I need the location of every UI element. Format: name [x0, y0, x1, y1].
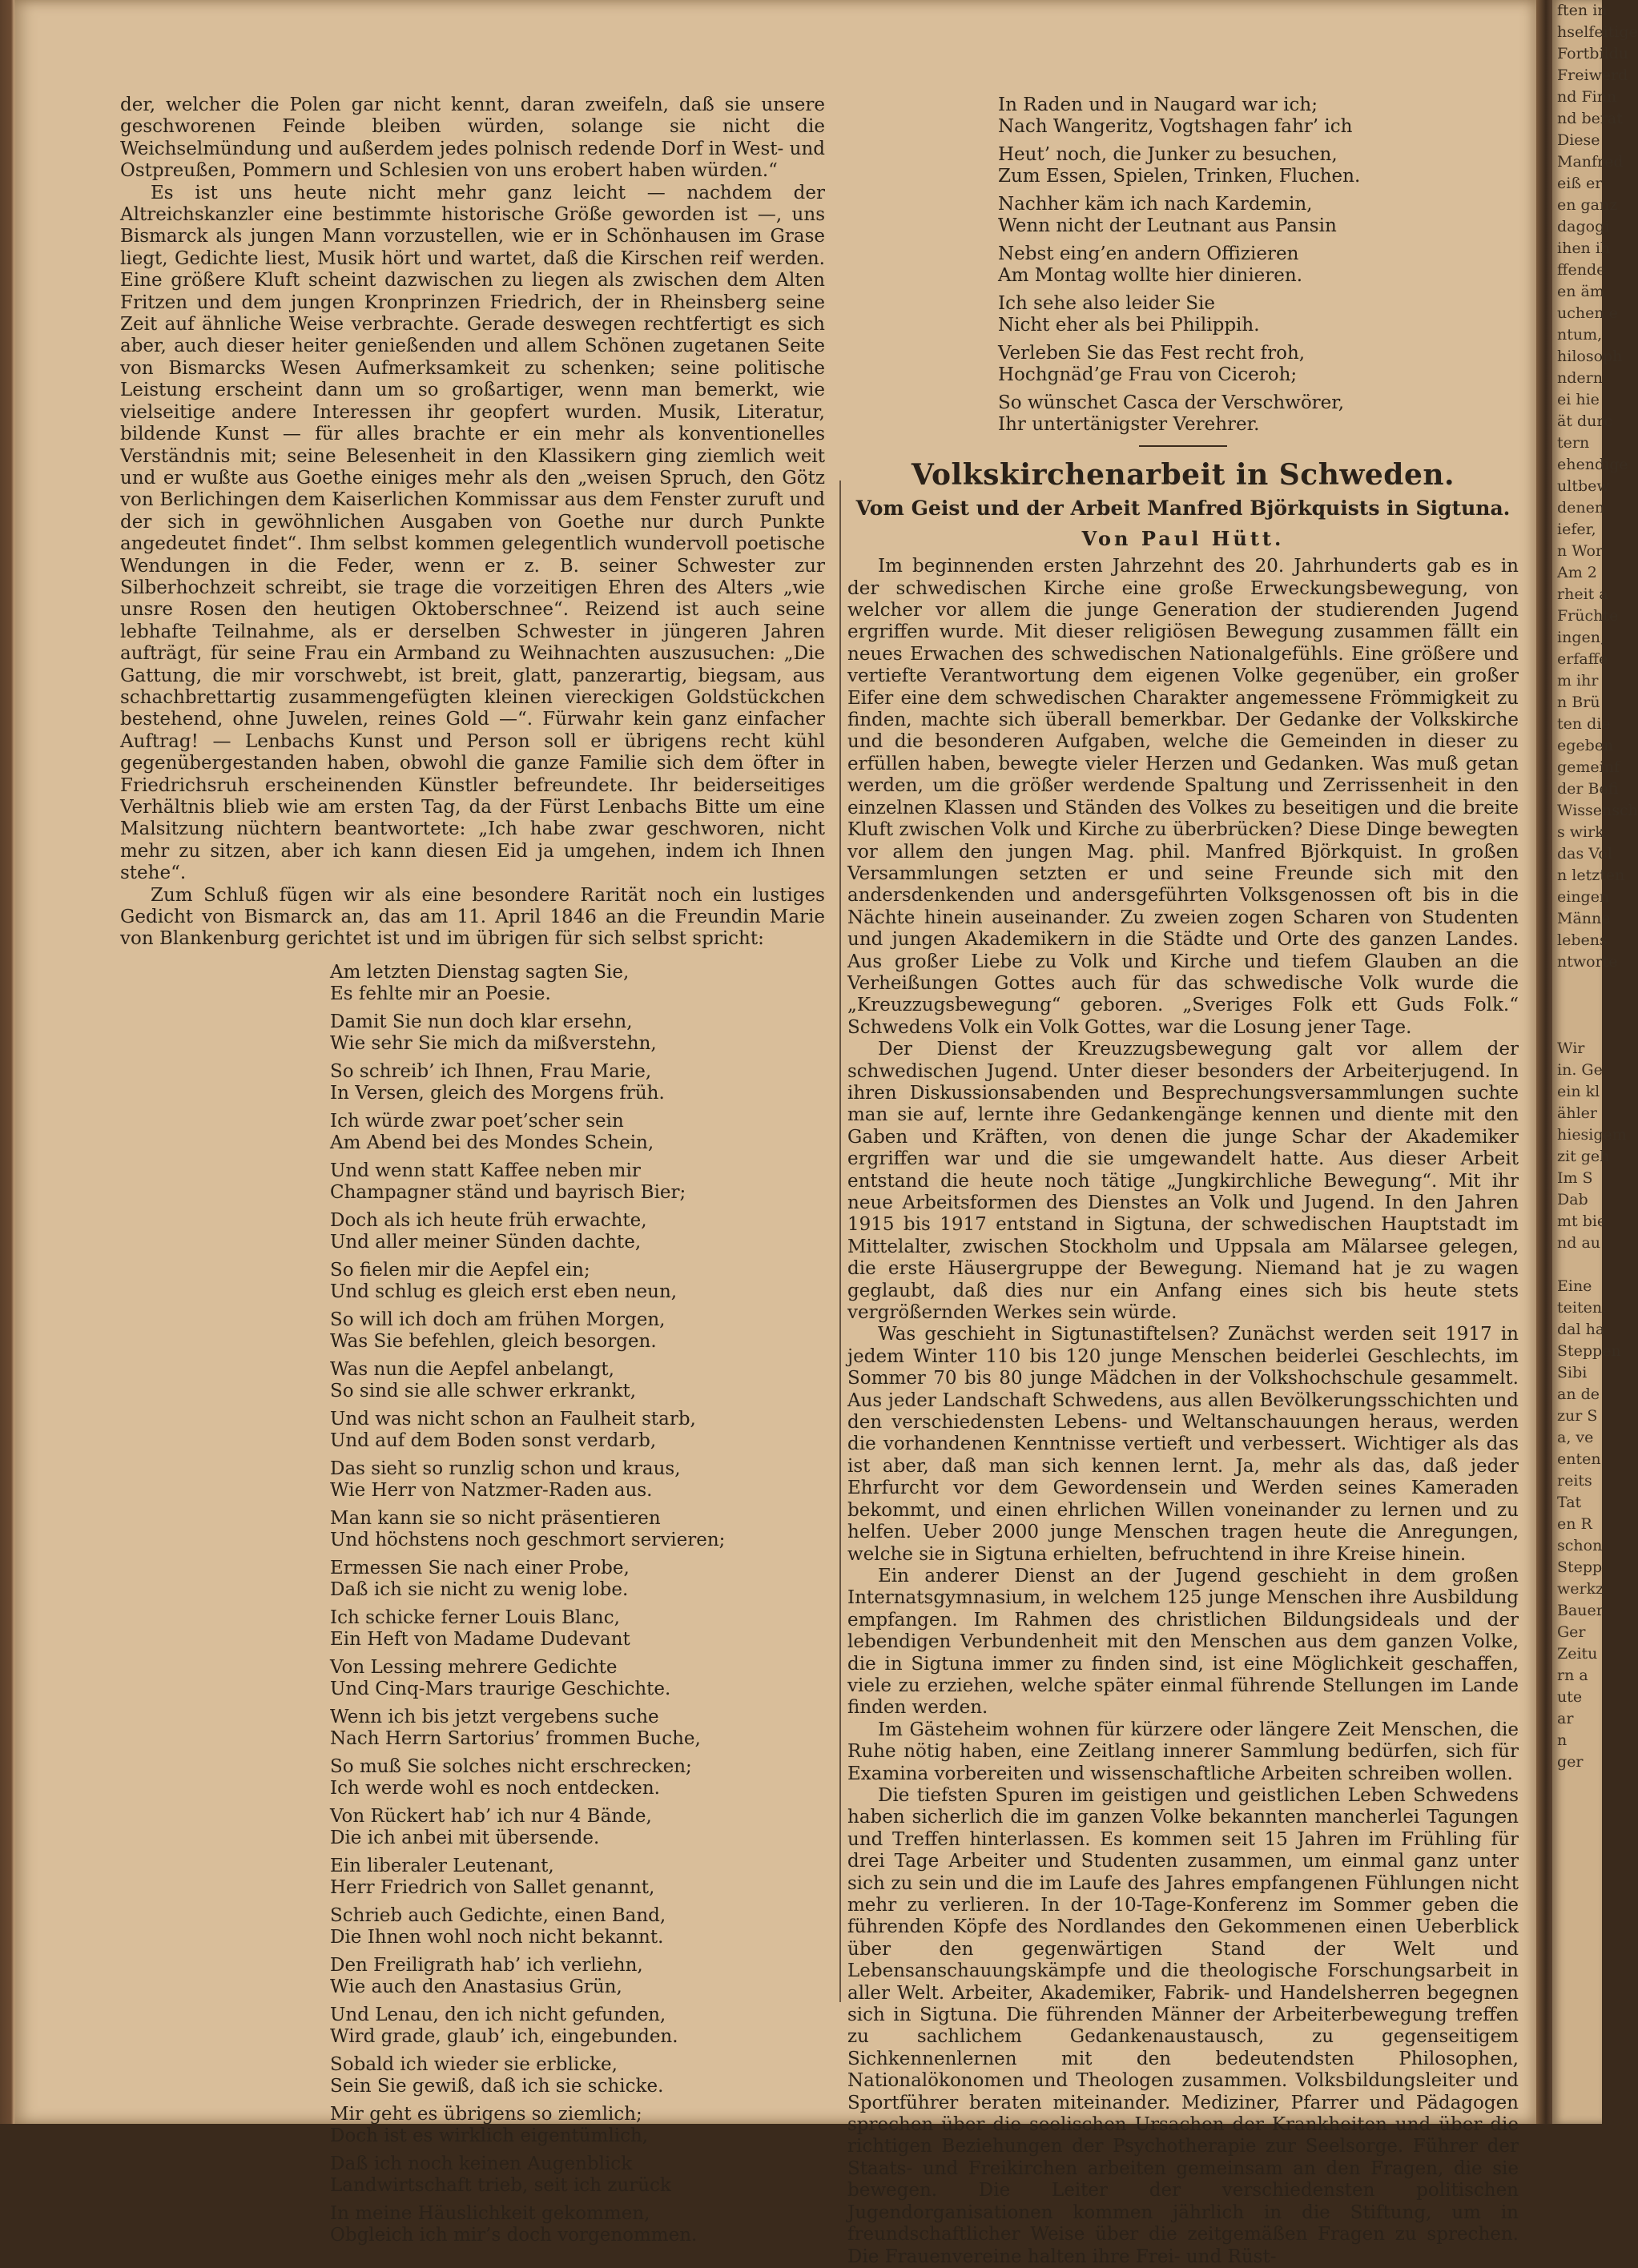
- poem-line: Sein Sie gewiß, daß ich sie schicke.: [330, 2075, 664, 2097]
- poem-stanza: [330, 1359, 825, 1402]
- bismarck-poem: [330, 962, 825, 2246]
- adjacent-page-fragment: egeben: [1557, 737, 1614, 754]
- adjacent-page-fragment: rn a: [1557, 1667, 1588, 1684]
- adjacent-page-fragment: erfaffe: [1557, 650, 1608, 668]
- adjacent-page-fragment: Wir: [1557, 1040, 1585, 1057]
- section-rule: [1139, 445, 1227, 447]
- adjacent-page-fragment: ntum,: [1557, 326, 1603, 344]
- adjacent-page-fragment: gemeinf: [1557, 758, 1620, 776]
- adjacent-page-fragment: ät durc: [1557, 412, 1613, 430]
- adjacent-page-fragment: nd berat: [1557, 110, 1623, 127]
- poem-stanza: [998, 94, 1519, 138]
- poem-line: Nebst eing’en andern Offizieren: [998, 243, 1299, 264]
- adjacent-page-fragment: Im S: [1557, 1169, 1593, 1187]
- paragraph: Es ist uns heute nicht mehr ganz leicht — nachdem der Altreichskanzler eine bestimmte historische Größe geworden ist —, uns Bismarck als jungen Mann vorzustellen, wie er in Schönhausen im Grase liegt, Gedichte liest, Musik hört und wartet, daß die Kirschen reif werden. Eine größere Kluft scheint dazwischen zu liegen als zwischen dem Alten Fritzen und dem jungen Kronprinzen Friedrich, der in Rheinsberg seine Zeit auf ähnliche Weise verbrachte. Gerade deswegen rechtfertigt es sich aber, auch dieser heiter genießenden und allem Schönen zugetanen Seite von Bismarcks Wesen Aufmerksamkeit zu schenken; seine politische Leistung erscheint dann um so großartiger, wenn man bemerkt, wie vielseitige andere Interessen ihr geopfert wurden. Musik, Literatur, bildende Kunst — für alles brachte er ein mehr als konventionelles Verständnis mit; seine Belesenheit in den Klassikern ging ziemlich weit und er wußte aus Goethe einiges mehr als den „weisen Spruch, den Götz von Berlichingen dem Kaiserlichen Kommissar aus dem Fenster zuruft und der sich in gewöhnlichen Ausgaben von Goethe nur durch Punkte angedeutet findet“. Ihm selbst kommen gelegentlich wundervoll poetische Wendungen in die Feder, wenn er z. B. seiner Schwester zur Silberhochzeit schreibt, sie trage die vorzeitigen Ehren des Alters „wie unsre Rosen den heutigen Oktoberschnee“. Reizend ist auch seine lebhafte Teilnahme, als er derselben Schwester in jüngeren Jahren aufträgt, für seine Frau ein Armband zu Weihnachten auszusuchen: „Die Gattung, die mir vorschwebt, ist breit, glatt, panzerartig, biegsam, aus schachbrettartig zusammengefügten kleinen viereckigen Goldstückchen bestehend, ohne Juwelen, reines Gold —“. Fürwahr kein ganz einfacher Auftrag! — Lenbachs Kunst und Person soll er übrigens recht kühl gegenübergestanden haben, obwohl die ganze Familie sich dem öfter in Friedrichsruh erscheinenden Künstler befreundete. Ihr beiderseitiges Verhältnis blieb wie am ersten Tag, da der Fürst Lenbachs Bitte um eine Malsitzung nüchtern beantwortete: „Ich habe zwar geschworen, nicht mehr zu sitzen, aber ich kann diesen Eid ja umgehen, indem ich Ihnen stehe“.: [120, 182, 825, 884]
- article-body: [847, 556, 1519, 2268]
- poem-line: Und Lenau, den ich nicht gefunden,: [330, 2004, 666, 2025]
- article-byline: Von Paul Hütt.: [1081, 526, 1285, 550]
- poem-stanza: [330, 1011, 825, 1055]
- adjacent-page-fragment: hilosoph: [1557, 348, 1623, 365]
- adjacent-page-fragment: mt bie: [1557, 1212, 1607, 1230]
- adjacent-page-fragment: ten die: [1557, 715, 1611, 733]
- poem-line: In Raden und in Naugard war ich;: [998, 94, 1318, 115]
- poem-line: So muß Sie solches nicht erschrecken;: [330, 1755, 692, 1777]
- poem-stanza: [330, 1657, 825, 1700]
- poem-line: Und höchstens noch geschmort servieren;: [330, 1529, 726, 1550]
- poem-stanza: [330, 1558, 825, 1601]
- poem-line: Doch als ich heute früh erwachte,: [330, 1209, 647, 1231]
- poem-line: Und Cinq-Mars traurige Geschichte.: [330, 1678, 671, 1699]
- adjacent-page-fragment: dal ha: [1557, 1321, 1605, 1338]
- poem-line: Sobald ich wieder sie erblicke,: [330, 2053, 618, 2075]
- poem-stanza: [330, 1210, 825, 1253]
- poem-stanza: [330, 1806, 825, 1849]
- adjacent-page-edge: [1552, 0, 1638, 2124]
- poem-stanza: [330, 1905, 825, 1948]
- poem-line: In meine Häuslichkeit gekommen,: [330, 2202, 650, 2224]
- adjacent-page-fragment: ein kl: [1557, 1083, 1600, 1100]
- article-title: Volkskirchenarbeit in Schweden.: [911, 458, 1455, 492]
- poem-line: Schrieb auch Gedichte, einen Band,: [330, 1904, 666, 1926]
- poem-line: Wenn nicht der Leutnant aus Pansin: [998, 215, 1337, 236]
- adjacent-page-fragment: Bauer: [1557, 1602, 1604, 1619]
- left-column: [120, 94, 825, 2253]
- poem-line: Am letzten Dienstag sagten Sie,: [330, 961, 630, 983]
- adjacent-page-fragment: ute: [1557, 1688, 1583, 1706]
- adjacent-page-fragment: Tat: [1557, 1494, 1582, 1511]
- article-paragraph: Die tiefsten Spuren im geistigen und geistlichen Leben Schwedens haben sicherlich die im ganzen Volke bekannten mancherlei Tagungen und Treffen hinterlassen. Es kommen seit 15 Jahren im Frühling für drei Tage Arbeiter und Studenten zusammen, um einmal ganz unter sich zu sein und die im Laufe des Jahres empfangenen Fühlungen nicht mehr zu verlieren. In der 10-Tage-Konferenz im Sommer geben die führenden Köpfe des Nordlandes den Gekommenen einen Ueberblick über den gegenwärtigen Stand der Welt und Lebensanschauungskämpfe und die theologische Forschungsarbeit in aller Welt. Arbeiter, Akademiker, Fabrik- und Handelsherren begegnen sich in Sigtuna. Die führenden Männer der Arbeiterbewegung treffen zu sachlichem Gedankenaustausch, zu gegenseitigem Sichkennenlernen mit den bedeutendsten Philosophen, Nationalökonomen und Theologen zusammen. Volksbildungsleiter und Sportführer beraten miteinander. Mediziner, Pfarrer und Pädagogen sprechen über die seelischen Ursachen der Krankheiten und über die richtigen Beziehungen der Psychotherapie zur Seelsorge. Führer der Staats- und Freikirchen arbeiten gemeinsam an den Fragen, die sie bewegen. Die Leiter der verschiedensten politischen Jugendorganisationen kommen jährlich in die Stiftung, um in freundschaftlicher Weise über die zeitgemäßen Fragen zu sprechen. Die Frauenvereine halten ihre Frei- und Rüst-: [847, 1784, 1519, 2267]
- poem-line: Ermessen Sie nach einer Probe,: [330, 1557, 630, 1578]
- adjacent-page-fragment: ger: [1557, 1753, 1584, 1771]
- poem-stanza: [330, 2153, 825, 2197]
- adjacent-page-fragment: Manfred: [1557, 153, 1624, 171]
- poem-line: So schreib’ ich Ihnen, Frau Marie,: [330, 1060, 652, 1082]
- adjacent-page-fragment: [1552, 973, 1602, 995]
- poem-line: Wenn ich bis jetzt vergebens suche: [330, 1706, 659, 1727]
- poem-line: Ich werde wohl es noch entdecken.: [330, 1777, 660, 1799]
- adjacent-page-fragment: lebens: [1557, 931, 1608, 949]
- adjacent-page-fragment: Freiwerd: [1557, 66, 1628, 84]
- poem-line: Nach Herrn Sartorius’ frommen Buche,: [330, 1727, 701, 1749]
- poem-stanza: [330, 1160, 825, 1204]
- adjacent-page-fragment: n: [1557, 1731, 1568, 1749]
- poem-line: Nicht eher als bei Philippih.: [998, 315, 1260, 336]
- poem-stanza: [330, 2203, 825, 2246]
- article-subtitle: Vom Geist und der Arbeit Manfred Björkquists in Sigtuna.: [855, 497, 1511, 521]
- adjacent-page-fragment: Ger: [1557, 1623, 1586, 1641]
- poem-line: Nachher käm ich nach Kardemin,: [998, 194, 1313, 215]
- poem-line: Es fehlte mir an Poesie.: [330, 983, 551, 1004]
- adjacent-page-fragment: Dab: [1557, 1191, 1588, 1208]
- adjacent-page-fragment: tern: [1557, 434, 1590, 452]
- adjacent-page-fragment: ultbew: [1557, 477, 1610, 495]
- poem-line: Wie sehr Sie mich da mißverstehn,: [330, 1032, 657, 1054]
- adjacent-page-fragment: en äm: [1557, 283, 1604, 300]
- adjacent-page-fragment: zur S: [1557, 1407, 1598, 1425]
- poem-stanza: [330, 1409, 825, 1452]
- poem-line: Ich sehe also leider Sie: [998, 293, 1215, 314]
- adjacent-page-fragment: ingen,: [1557, 629, 1605, 646]
- poem-stanza: [330, 1260, 825, 1303]
- poem-line: Ich würde zwar poet’scher sein: [330, 1110, 624, 1132]
- poem-line: Verleben Sie das Fest recht froh,: [998, 343, 1306, 364]
- poem-stanza: [998, 392, 1519, 436]
- adjacent-page-fragment: [1552, 1016, 1602, 1038]
- poem-stanza: [330, 1111, 825, 1154]
- adjacent-page-fragment: an de: [1557, 1385, 1600, 1403]
- adjacent-page-fragment: Diese: [1557, 131, 1600, 149]
- poem-line: Die Ihnen wohl noch nicht bekannt.: [330, 1926, 664, 1948]
- poem-line: So fielen mir die Aepfel ein;: [330, 1259, 590, 1281]
- poem-line: Ein Heft von Madame Dudevant: [330, 1628, 630, 1650]
- poem-stanza: [330, 1707, 825, 1750]
- poem-stanza: [998, 194, 1519, 237]
- poem-line: Man kann sie so nicht präsentieren: [330, 1507, 661, 1529]
- poem-line: Damit Sie nun doch klar ersehn,: [330, 1011, 633, 1032]
- paragraph: der, welcher die Polen gar nicht kennt, daran zweifeln, daß sie unsere geschworenen Feinde bleiben würden, solange sie nicht die Weichselmündung und außerdem jedes polnisch redende Dorf in West- und Ostpreußen, Pommern und Schlesien von uns erobert haben würden.“: [120, 94, 825, 182]
- article-paragraph: Was geschieht in Sigtunastiftelsen? Zunächst werden seit 1917 in jedem Winter 110 bis 120 junge Menschen beiderlei Geschlechts, im Sommer 70 bis 80 junge Mädchen in der Volkshochschule gesammelt. Aus jeder Landschaft Schwedens, aus allen Bevölkerungsschichten und den verschiedensten Lebens- und Weltanschauungen heraus, werden die vorhandenen Kenntnisse vertieft und verbessert. Wichtiger als das ist aber, daß man sich kennen lernt. Ja, mehr als das, daß jeder Ehrfurcht vor dem Gewordensein und Werden seines Kameraden bekommt, und einen ehrlichen Willen voneinander zu lernen und zu helfen. Ueber 2000 junge Menschen tragen heute die Anregungen, welche sie in Sigtuna erhielten, befruchtend in ihre Kreise hinein.: [847, 1324, 1519, 1565]
- adjacent-page-fragment: ähler: [1557, 1104, 1597, 1122]
- poem-line: Und was nicht schon an Faulheit starb,: [330, 1408, 696, 1430]
- poem-line: Von Lessing mehrere Gedichte: [330, 1656, 618, 1678]
- adjacent-page-fragment: schon: [1557, 1537, 1603, 1554]
- poem-line: Was Sie befehlen, gleich besorgen.: [330, 1330, 657, 1352]
- poem-line: Wird grade, glaub’ ich, eingebunden.: [330, 2025, 678, 2047]
- poem-line: Ihr untertänigster Verehrer.: [998, 414, 1260, 435]
- adjacent-page-fragment: eingen: [1557, 888, 1610, 906]
- adjacent-page-fragment: ihen ih: [1557, 239, 1611, 257]
- adjacent-page-fragment: reits: [1557, 1472, 1592, 1490]
- poem-stanza: [330, 1309, 825, 1353]
- poem-stanza: [330, 962, 825, 1005]
- adjacent-page-fragment: Steppen: [1557, 1342, 1621, 1360]
- poem-line: Zum Essen, Spielen, Trinken, Fluchen.: [998, 166, 1361, 187]
- poem-stanza: [330, 1508, 825, 1551]
- adjacent-page-fragment: ndern: [1557, 369, 1603, 387]
- adjacent-page-fragment: Eine: [1557, 1277, 1592, 1295]
- poem-line: Herr Friedrich von Sallet genannt,: [330, 1876, 655, 1898]
- poem-stanza: [330, 1607, 825, 1651]
- adjacent-page-fragment: [1552, 995, 1602, 1016]
- poem-stanza: [330, 1856, 825, 1899]
- poem-line: Doch ist es wirklich eigentümlich,: [330, 2125, 649, 2146]
- adjacent-page-fragment: werkz: [1557, 1580, 1604, 1598]
- poem-stanza: [330, 2104, 825, 2147]
- poem-stanza: [330, 2005, 825, 2048]
- adjacent-page-fragment: ar: [1557, 1710, 1574, 1727]
- poem-stanza: [330, 2054, 825, 2097]
- adjacent-page-fragment: [1552, 1254, 1602, 1276]
- poem-stanza: [330, 1458, 825, 1502]
- adjacent-page-fragment: Am 2: [1557, 564, 1597, 581]
- poem-stanza: [998, 343, 1519, 386]
- adjacent-page-fragment: hiesigem: [1557, 1126, 1627, 1144]
- poem-line: Und wenn statt Kaffee neben mir: [330, 1160, 641, 1181]
- adjacent-page-fragment: m ihr: [1557, 672, 1599, 690]
- adjacent-page-fragment: denen: [1557, 499, 1605, 517]
- bismarck-poem-continued: [998, 94, 1519, 436]
- adjacent-page-fragment: Männe: [1557, 910, 1611, 927]
- adjacent-page-fragment: Wissensch: [1557, 802, 1638, 819]
- paragraph: Zum Schluß fügen wir als eine besondere Rarität noch ein lustiges Gedicht von Bismarck an, das am 11. April 1846 an die Freundin Marie von Blankenburg gerichtet ist und im übrigen für sich selbst spricht:: [120, 884, 825, 950]
- adjacent-page-fragment: in. Ge: [1557, 1061, 1603, 1079]
- adjacent-page-fragment: en ganz: [1557, 196, 1618, 214]
- adjacent-page-fragment: hselfeitige: [1557, 23, 1638, 41]
- poem-line: Was nun die Aepfel anbelangt,: [330, 1358, 614, 1380]
- poem-line: Ein liberaler Leutenant,: [330, 1855, 554, 1876]
- adjacent-page-fragment: n letzten: [1557, 867, 1625, 884]
- poem-line: Wie auch den Anastasius Grün,: [330, 1976, 622, 1997]
- column-divider: [839, 481, 841, 2002]
- poem-line: Am Montag wollte hier dinieren.: [998, 265, 1303, 286]
- poem-stanza: [998, 144, 1519, 187]
- book-binding: [1536, 0, 1552, 2124]
- poem-line: So wünschet Casca der Verschwörer,: [998, 392, 1345, 413]
- adjacent-page-fragment: dagogi: [1557, 218, 1610, 235]
- article-paragraph: Ein anderer Dienst an der Jugend geschieht in dem großen Internatsgymnasium, in welchem 125 junge Menschen ihre Ausbildung empfangen. Im Rahmen des christlichen Bildungsideals und der lebendigen Verbundenheit mit den Menschen aus dem ganzen Volke, die in Sigtuna immer zu finden sind, ist eine Möglichkeit geschaffen, viele zu erziehen, welche später einmal führende Stellungen im Lande finden werden.: [847, 1565, 1519, 1719]
- article-paragraph: Der Dienst der Kreuzzugsbewegung galt vor allem der schwedischen Jugend. Unter dieser besonders der Arbeiterjugend. In ihren Diskussionsabenden und Besprechungsversammlungen suchte man sie auf, lernte ihre Gedankengänge kennen und diente mit den Gaben und Kräften, von denen die junge Schar der Akademiker ergriffen war und die sie umgewandelt hatte. Aus dieser Arbeit entstand die heute noch tätige „Jungkirchliche Bewegung“. Mit ihr neue Arbeitsformen des Dienstes an Volk und Jugend. In den Jahren 1915 bis 1917 entstand in Sigtuna, der schwedischen Hauptstadt im Mittelalter, zwischen Stockholm und Uppsala am Mälarsee gelegen, die erste Häusergruppe der Bewegung. Niemand hat je zu wagen geglaubt, daß dies nur ein Anfang eines sich bis heute stets vergrößernden Werkes sein würde.: [847, 1039, 1519, 1324]
- right-column: [847, 94, 1519, 2268]
- poem-line: Wie Herr von Natzmer-Raden aus.: [330, 1479, 653, 1501]
- adjacent-page-fragment: en R: [1557, 1515, 1592, 1533]
- adjacent-page-fragment: s wirk: [1557, 823, 1604, 841]
- adjacent-page-fragment: teiten.: [1557, 1299, 1608, 1317]
- adjacent-page-fragment: Fortbildu: [1557, 45, 1629, 62]
- poem-line: Am Abend bei des Mondes Schein,: [330, 1132, 654, 1153]
- adjacent-page-fragment: Sibi: [1557, 1364, 1588, 1381]
- adjacent-page-fragment: a, ve: [1557, 1429, 1594, 1446]
- article-paragraph: Im beginnenden ersten Jahrzehnt des 20. Jahrhunderts gab es in der schwedischen Kirche eine große Erweckungsbewegung, von welcher vor allem die junge Generation der studierenden Jugend ergriffen wurde. Mit dieser religiösen Bewegung zusammen fällt ein neues Erwachen des schwedischen Nationalgefühls. Eine größere und vertiefte Verantwortung dem eigenen Volke gegenüber, ein großer Eifer eine dem schwedischen Charakter angemessene Frömmigkeit zu finden, machte sich überall bemerkbar. Der Gedanke der Volkskirche und die besonderen Aufgaben, welche die Gemeinden in dieser zu erfüllen haben, bewegte vieler Herzen und Gedanken. Was muß getan werden, um die größer werdende Spaltung und Zerrissenheit in den einzelnen Klassen und Ständen des Volkes zu beseitigen und die breite Kluft zwischen Volk und Kirche zu überbrücken? Diese Dinge bewegten vor allem den jungen Mag. phil. Manfred Björkquist. In großen Versammlungen setzten er und seine Freunde sich mit den andersdenkenden und andersgeführten Volksgenossen oft bis in die Nächte hinein auseinander. Zu zweien zogen Scharen von Studenten und jungen Akademikern in die Städte und Orte des ganzen Landes. Aus großer Liebe zu Volk und Kirche und tiefem Glauben an die Verheißungen Gottes auch für das schwedische Volk wurde die „Kreuzzugsbewegung“ geboren. „Sveriges Folk ett Guds Folk.“ Schwedens Volk ein Volk Gottes, war die Losung jener Tage.: [847, 556, 1519, 1038]
- poem-stanza: [330, 1756, 825, 1800]
- poem-line: Daß ich sie nicht zu wenig lobe.: [330, 1578, 629, 1600]
- poem-line: Hochgnäd’ge Frau von Ciceroh;: [998, 364, 1298, 385]
- article-paragraph: Im Gästeheim wohnen für kürzere oder längere Zeit Menschen, die Ruhe nötig haben, eine Zeitlang innerer Sammlung bedürfen, sich für Examina vorbereiten und wissenschaftliche Arbeiten schreiben wollen.: [847, 1719, 1519, 1784]
- poem-line: Mir geht es übrigens so ziemlich;: [330, 2103, 642, 2125]
- adjacent-page-fragment: Stepp: [1557, 1558, 1603, 1576]
- poem-stanza: [998, 243, 1519, 287]
- adjacent-page-fragment: uchen e: [1557, 304, 1618, 322]
- poem-line: Das sieht so runzlig schon und kraus,: [330, 1458, 681, 1479]
- poem-line: Den Freiligrath hab’ ich verliehn,: [330, 1954, 643, 1976]
- poem-line: Die ich anbei mit übersende.: [330, 1827, 600, 1848]
- poem-line: Daß ich noch keinen Augenblick: [330, 2153, 633, 2174]
- poem-line: Heut’ noch, die Junker zu besuchen,: [998, 144, 1338, 165]
- poem-line: Obgleich ich mir’s doch vorgenommen.: [330, 2224, 698, 2246]
- poem-line: Nach Wangeritz, Vogtshagen fahr’ ich: [998, 116, 1353, 137]
- poem-line: Von Rückert hab’ ich nur 4 Bände,: [330, 1805, 652, 1827]
- adjacent-page-fragment: rheit a: [1557, 585, 1608, 603]
- adjacent-page-fragment: Früchte: [1557, 607, 1619, 625]
- adjacent-page-fragment: der Befi: [1557, 780, 1619, 798]
- poem-line: Und auf dem Boden sonst verdarb,: [330, 1430, 657, 1451]
- adjacent-page-fragment: ntworte: [1557, 953, 1618, 971]
- adjacent-page-fragment: zit geh: [1557, 1148, 1610, 1165]
- adjacent-page-fragment: nd Finn: [1557, 88, 1617, 106]
- adjacent-page-fragment: eiß er: [1557, 175, 1603, 192]
- poem-line: Und aller meiner Sünden dachte,: [330, 1231, 642, 1253]
- adjacent-page-fragment: n Brü: [1557, 694, 1600, 711]
- poem-stanza: [330, 1061, 825, 1104]
- poem-line: In Versen, gleich des Morgens früh.: [330, 1082, 665, 1104]
- adjacent-page-fragment: nd au: [1557, 1234, 1601, 1252]
- poem-line: Landwirtschaft trieb, seit ich zurück: [330, 2174, 671, 2196]
- adjacent-page-fragment: Zeitu: [1557, 1645, 1598, 1663]
- poem-line: So will ich doch am frühen Morgen,: [330, 1309, 666, 1330]
- poem-line: Champagner ständ und bayrisch Bier;: [330, 1181, 686, 1203]
- adjacent-page-fragment: ehendige: [1557, 456, 1628, 473]
- adjacent-page-fragment: iefer,: [1557, 521, 1596, 538]
- adjacent-page-fragment: n Wor: [1557, 542, 1604, 560]
- poem-stanza: [998, 293, 1519, 336]
- poem-line: Ich schicke ferner Louis Blanc,: [330, 1606, 620, 1628]
- adjacent-page-fragment: enten: [1557, 1450, 1601, 1468]
- poem-stanza: [330, 1955, 825, 1998]
- adjacent-page-fragment: ei hie: [1557, 391, 1600, 408]
- adjacent-page-fragment: ften in: [1557, 2, 1608, 19]
- poem-line: Und schlug es gleich erst eben neun,: [330, 1281, 678, 1302]
- poem-line: So sind sie alle schwer erkrankt,: [330, 1380, 637, 1401]
- adjacent-page-fragment: das Vol: [1557, 845, 1612, 863]
- adjacent-page-fragment: ffende: [1557, 261, 1606, 279]
